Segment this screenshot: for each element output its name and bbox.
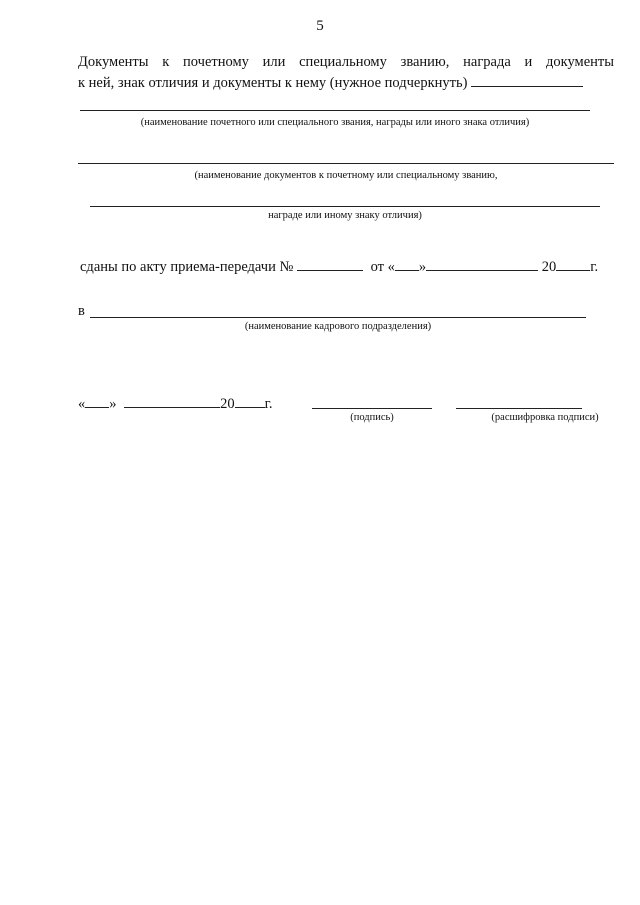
handover-year-suffix: г. [590,259,599,275]
signature-caption: (подпись) [350,412,394,423]
signature-decoding-caption: (расшифровка подписи) [491,412,599,423]
award-name-line[interactable] [80,110,590,111]
documents-caption-2: награде или иному знаку отличия) [268,210,422,221]
intro-line-2-text: к ней, знак отличия и документы к нему (нужное подчеркнуть) [78,75,468,91]
award-name-caption: (наименование почетного или специального звания, награды или иного знака отличия) [140,117,530,128]
department-prefix: в [78,303,85,319]
date-quote-close: » [109,396,117,412]
handover-row [80,258,598,276]
handover-quote-close: » [418,259,427,275]
date-month-blank[interactable] [124,395,220,408]
intro-paragraph [78,52,614,94]
documents-line-2[interactable] [90,206,600,207]
date-day-blank[interactable] [85,395,109,408]
act-number-blank[interactable] [297,258,363,271]
intro-line-2 [78,73,614,94]
intro-line-1: Документы к почетному или специальному званию, награда и документы [78,54,614,70]
underline-blank[interactable] [471,74,583,87]
page-number: 5 [316,18,324,34]
date-year-prefix: 20 [220,396,235,412]
date-year-suffix: г. [264,396,273,412]
documents-caption-1: (наименование документов к почетному или специальному званию, [194,170,498,181]
date-quote-open: « [78,396,86,412]
department-line[interactable] [90,317,586,318]
handover-from: от « [370,259,395,275]
documents-line[interactable] [78,163,614,164]
signature-line[interactable] [312,408,432,409]
department-caption: (наименование кадрового подразделения) [244,321,432,332]
day-blank[interactable] [395,258,419,271]
handover-text: сданы по акту приема-передачи № [80,259,294,275]
handover-year-prefix: 20 [541,259,557,275]
signature-decoding-line[interactable] [456,408,582,409]
month-blank[interactable] [426,258,538,271]
year-blank[interactable] [556,258,590,271]
date-row [78,395,273,413]
date-year-blank[interactable] [235,395,265,408]
